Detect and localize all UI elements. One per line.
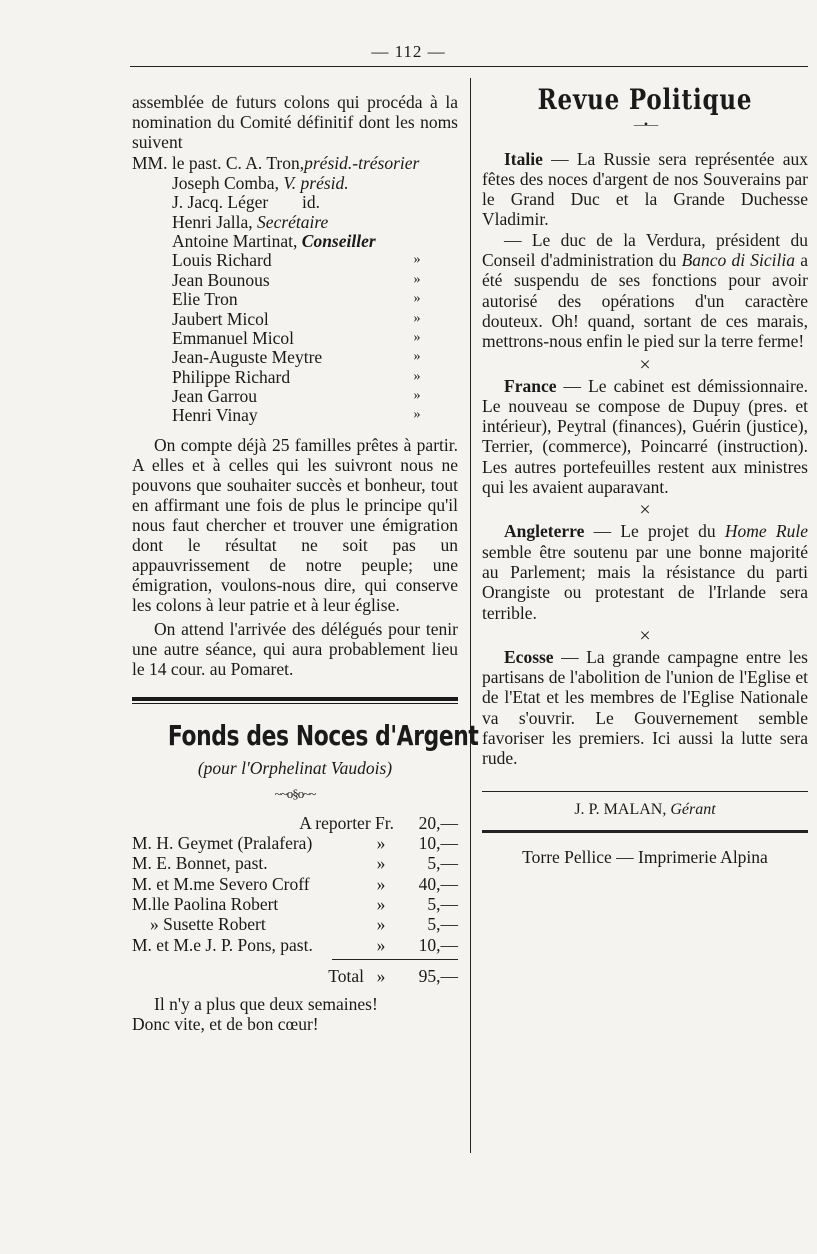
section-rule xyxy=(132,697,458,704)
right-column xyxy=(482,83,808,867)
committee-name: Jean Garrou xyxy=(172,386,258,407)
committee-ditto: » xyxy=(413,388,421,404)
donation-amount: 5,— xyxy=(427,914,458,935)
committee-role: présid.-trésorier xyxy=(304,153,420,174)
total-amount: 95,— xyxy=(418,965,458,986)
committee-name: MM. le past. C. A. Tron, xyxy=(132,153,305,174)
country-heading: France xyxy=(504,375,557,396)
country-heading: Ecosse xyxy=(504,646,554,667)
committee-list xyxy=(132,154,458,425)
angleterre-text: — Le projet du xyxy=(584,521,725,542)
committee-name: Philippe Richard xyxy=(172,366,291,387)
committee-ditto: » xyxy=(413,368,421,384)
ditto-mark: » xyxy=(376,965,386,986)
country-heading: Angleterre xyxy=(504,521,585,542)
total-label: Total xyxy=(328,965,364,986)
ecosse-text: — La grande campagne entre les partisans de l'abolition de l'union de l'Eglise et de l'Etat et les membres de l'Eglise Nationale va s'ouvrir. Le Gouvernement semble favoriser les premiers. Ici aussi la lutte sera rude. xyxy=(482,646,808,769)
ornament: ~~o§o~~ xyxy=(274,786,316,802)
committee-ditto: id. xyxy=(302,192,320,213)
footer-rule xyxy=(482,791,808,792)
donor-name: M. et M.e J. P. Pons, past. xyxy=(132,934,313,955)
ledger-report-row xyxy=(132,812,458,832)
ditto-mark: » xyxy=(376,914,386,935)
donation-amount: 40,— xyxy=(418,873,458,894)
donation-amount: 5,— xyxy=(427,853,458,874)
committee-row xyxy=(132,193,458,212)
committee-row xyxy=(132,212,458,231)
committee-ditto: » xyxy=(413,310,421,326)
separator-mark: × xyxy=(639,499,651,522)
header-rule xyxy=(130,66,808,67)
committee-row xyxy=(132,251,458,270)
gerant-name: J. P. MALAN, xyxy=(574,800,667,818)
paragraph-delegates: On attend l'arrivée des délégués pour tenir une autre séance, qui aura probablement lieu le 14 cour. au Pomaret. xyxy=(132,619,458,680)
committee-row xyxy=(132,367,458,386)
ledger-row xyxy=(132,894,458,914)
donation-amount: 10,— xyxy=(418,934,458,955)
committee-name: Louis Richard xyxy=(172,250,272,271)
france-paragraph xyxy=(482,376,808,498)
italie-paragraph xyxy=(482,149,808,230)
ledger-row xyxy=(132,833,458,853)
title-ornament: —•— xyxy=(633,117,657,132)
footer-rule-thick xyxy=(482,830,808,833)
donor-name: M. et M.me Severo Croff xyxy=(132,873,310,894)
ditto-mark: » xyxy=(376,934,386,955)
donation-amount: 5,— xyxy=(427,893,458,914)
closing-line-2: Donc vite, et de bon cœur! xyxy=(132,1013,319,1034)
italie-text: — La Russie sera représentée aux fêtes des noces d'argent de nos Souverains par le Grand Duc et la Grande Duchesse Vladimir. xyxy=(482,148,808,230)
gerant-line xyxy=(482,800,808,820)
page-number: — 112 — xyxy=(371,42,446,61)
paragraph-families: On compte déjà 25 familles prêtes à partir. A elles et à celles qui les suivront nous ne pouvons que souhaiter succès et bonheur, tout en affirmant une fois de plus le principe qu'il nous faut chercher et trouver une émigration dont le résultat ne soit pas un appauvrissement de notre peuple; une émigration, voulons-nous dire, qui conserve les colons à leur patrie et à leur église. xyxy=(132,435,458,616)
country-heading: Italie xyxy=(504,148,543,169)
angleterre-text: semble être soutenu par une bonne majorité au Parlement; mais la résistance du parti Orangiste ou protestant de l'Irlande sera terrible. xyxy=(482,541,808,623)
committee-name: Jaubert Micol xyxy=(172,308,269,329)
committee-role: Conseiller xyxy=(301,230,376,251)
committee-name: Jean Bounous xyxy=(172,269,270,290)
committee-ditto: » xyxy=(413,329,421,345)
committee-row xyxy=(132,309,458,328)
revue-title: Revue Politique xyxy=(537,83,753,116)
report-amount: 20,— xyxy=(418,812,458,833)
committee-name: Henri Vinay xyxy=(172,405,258,426)
gerant-role: Gérant xyxy=(670,800,716,818)
committee-row xyxy=(132,406,458,425)
committee-name: Henri Jalla, xyxy=(172,211,253,232)
committee-role: Secrétaire xyxy=(257,211,329,232)
bank-name: Banco di Sicilia xyxy=(681,250,796,271)
ledger-row xyxy=(132,853,458,873)
report-label: A reporter Fr. xyxy=(299,812,394,833)
committee-row xyxy=(132,348,458,367)
ledger-row xyxy=(132,914,458,934)
committee-name: Jean-Auguste Meytre xyxy=(172,347,323,368)
donor-name: » Susette Robert xyxy=(150,914,266,935)
committee-ditto: » xyxy=(413,407,421,423)
ledger-total-row xyxy=(132,960,458,986)
ditto-mark: » xyxy=(376,853,386,874)
donation-amount: 10,— xyxy=(418,833,458,854)
ledger-row xyxy=(132,934,458,954)
committee-ditto: » xyxy=(413,252,421,268)
committee-row xyxy=(132,387,458,406)
committee-row xyxy=(132,270,458,289)
committee-name: Antoine Martinat, xyxy=(172,230,298,251)
committee-ditto: » xyxy=(413,271,421,287)
donor-name: M. H. Geymet (Pralafera) xyxy=(132,833,313,854)
committee-name: Emmanuel Micol xyxy=(172,327,294,348)
closing-line-1: Il n'y a plus que deux semaines! xyxy=(154,993,378,1014)
donations-ledger xyxy=(132,812,458,985)
home-rule-term: Home Rule xyxy=(724,521,808,542)
italie-text: — Le duc de la Verdura, président du Conseil d'administration du xyxy=(482,229,808,271)
committee-ditto: » xyxy=(413,291,421,307)
fonds-subtitle: (pour l'Orphelinat Vaudois) xyxy=(197,758,393,779)
committee-row xyxy=(132,232,458,251)
committee-name: Joseph Comba, xyxy=(172,172,279,193)
column-divider xyxy=(470,78,471,1153)
imprint-line: Torre Pellice — Imprimerie Alpina xyxy=(522,846,768,867)
committee-row xyxy=(132,154,458,173)
ecosse-paragraph xyxy=(482,647,808,769)
separator-mark: × xyxy=(639,624,651,647)
italie-text: a été suspendu de ses fonctions pour avoir autorisé des opérations d'un caractère douteux. Oh! quand, sortant de ces marais, mettrons-nous enfin le pied sur la terre ferme! xyxy=(482,250,808,352)
angleterre-paragraph xyxy=(482,521,808,622)
committee-role: V. présid. xyxy=(283,172,349,193)
ditto-mark: » xyxy=(376,833,386,854)
committee-ditto: » xyxy=(413,349,421,365)
committee-row xyxy=(132,329,458,348)
committee-row xyxy=(132,173,458,192)
donor-name: M.lle Paolina Robert xyxy=(132,893,279,914)
committee-name: J. Jacq. Léger xyxy=(172,192,269,213)
ditto-mark: » xyxy=(376,873,386,894)
fonds-title: Fonds des Noces d'Argent xyxy=(167,719,479,753)
france-text: — Le cabinet est démissionnaire. Le nouveau se compose de Dupuy (pres. et intérieur), Peytral (finances), Guérin (justice), Terrier, (commerce), Poincarré (instruction). Les autres portefeuilles restent aux ministres qui les avaient auparavant. xyxy=(482,375,808,498)
committee-name: Elie Tron xyxy=(172,289,238,310)
ditto-mark: » xyxy=(376,893,386,914)
committee-row xyxy=(132,290,458,309)
separator-mark: × xyxy=(639,353,651,376)
ledger-row xyxy=(132,873,458,893)
left-column xyxy=(132,92,479,1034)
italie-paragraph-2 xyxy=(482,230,808,352)
donor-name: M. E. Bonnet, past. xyxy=(132,853,268,874)
closing-lines xyxy=(132,994,458,1034)
intro-paragraph: assemblée de futurs colons qui procéda à la nomination du Comité définitif dont les noms suivent xyxy=(132,92,458,152)
